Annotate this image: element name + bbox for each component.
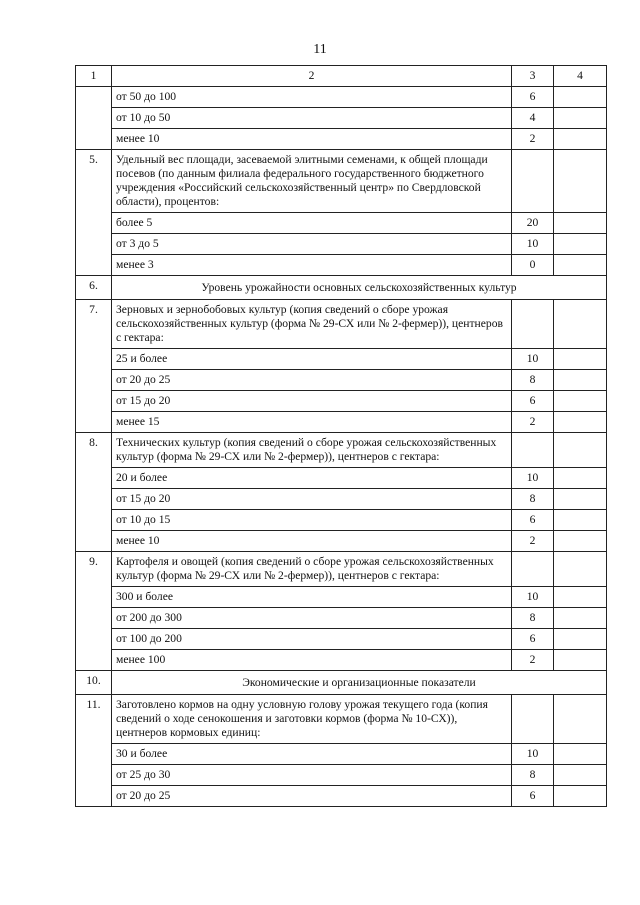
score-value: 6 <box>512 510 554 531</box>
table-row <box>76 129 607 150</box>
criterion-title-row <box>76 150 607 213</box>
table-row <box>76 349 607 370</box>
condition-text: менее 100 <box>112 650 512 671</box>
category-title: Экономические и организационные показатели <box>112 671 607 695</box>
table-row <box>76 510 607 531</box>
criterion-title-row <box>76 695 607 744</box>
empty-cell <box>554 87 607 108</box>
table-row <box>76 531 607 552</box>
row-number: 11. <box>76 695 112 807</box>
table-row <box>76 489 607 510</box>
condition-text: 20 и более <box>112 468 512 489</box>
condition-text: от 3 до 5 <box>112 234 512 255</box>
score-value: 10 <box>512 349 554 370</box>
empty-cell <box>554 108 607 129</box>
empty-cell <box>554 786 607 807</box>
score-value: 8 <box>512 489 554 510</box>
score-value: 10 <box>512 468 554 489</box>
empty-cell <box>554 412 607 433</box>
table-row <box>76 213 607 234</box>
condition-text: более 5 <box>112 213 512 234</box>
condition-text: менее 10 <box>112 531 512 552</box>
score-value: 6 <box>512 786 554 807</box>
table-row <box>76 629 607 650</box>
empty-cell <box>554 468 607 489</box>
score-value: 10 <box>512 587 554 608</box>
table-row <box>76 391 607 412</box>
table-row <box>76 412 607 433</box>
condition-text: от 10 до 15 <box>112 510 512 531</box>
score-value: 10 <box>512 744 554 765</box>
score-cell <box>512 150 554 213</box>
score-value: 10 <box>512 234 554 255</box>
column-header-2: 2 <box>112 66 512 87</box>
table-row <box>76 786 607 807</box>
score-value: 2 <box>512 129 554 150</box>
table-row <box>76 765 607 786</box>
row-number: 5. <box>76 150 112 276</box>
row-number: 9. <box>76 552 112 671</box>
condition-text: от 200 до 300 <box>112 608 512 629</box>
score-value: 8 <box>512 608 554 629</box>
empty-cell <box>554 629 607 650</box>
empty-cell <box>554 765 607 786</box>
criterion-title: Заготовлено кормов на одну условную голову урожая текущего года (копия сведений о ходе сенокошения и заготовки кормов (форма № 10-СХ)), центнеров кормовых единиц: <box>112 695 512 744</box>
empty-cell <box>554 213 607 234</box>
empty-cell <box>554 433 607 468</box>
score-value: 8 <box>512 370 554 391</box>
empty-cell <box>554 695 607 744</box>
row-number: 10. <box>76 671 112 695</box>
condition-text: от 15 до 20 <box>112 391 512 412</box>
condition-text: от 50 до 100 <box>112 87 512 108</box>
criterion-title: Зерновых и зернобобовых культур (копия сведений о сборе урожая сельскохозяйственных культур (форма № 29-СХ или № 2-фермер)), центнеров с гектара: <box>112 300 512 349</box>
score-cell <box>512 695 554 744</box>
empty-cell <box>554 391 607 412</box>
empty-cell <box>554 300 607 349</box>
table-row <box>76 587 607 608</box>
condition-text: от 15 до 20 <box>112 489 512 510</box>
empty-cell <box>554 150 607 213</box>
empty-cell <box>554 587 607 608</box>
score-cell <box>512 433 554 468</box>
condition-text: от 10 до 50 <box>112 108 512 129</box>
condition-text: от 20 до 25 <box>112 370 512 391</box>
condition-text: менее 10 <box>112 129 512 150</box>
condition-text: менее 15 <box>112 412 512 433</box>
score-value: 0 <box>512 255 554 276</box>
row-number <box>76 87 112 150</box>
score-value: 2 <box>512 650 554 671</box>
score-value: 2 <box>512 412 554 433</box>
empty-cell <box>554 255 607 276</box>
empty-cell <box>554 744 607 765</box>
condition-text: 300 и более <box>112 587 512 608</box>
condition-text: от 25 до 30 <box>112 765 512 786</box>
column-header-4: 4 <box>554 66 607 87</box>
empty-cell <box>554 650 607 671</box>
table-row <box>76 650 607 671</box>
table-row <box>76 370 607 391</box>
condition-text: 30 и более <box>112 744 512 765</box>
table-row <box>76 108 607 129</box>
score-value: 6 <box>512 629 554 650</box>
column-header-1: 1 <box>76 66 112 87</box>
page-number: 11 <box>313 42 327 57</box>
criterion-title: Удельный вес площади, засеваемой элитными семенами, к общей площади посевов (по данным филиала федерального государственного бюджетного учреждения «Российский сельскохозяйственный центр» по Свердловской области), процентов: <box>112 150 512 213</box>
empty-cell <box>554 489 607 510</box>
empty-cell <box>554 510 607 531</box>
row-number: 8. <box>76 433 112 552</box>
row-number: 7. <box>76 300 112 433</box>
row-number: 6. <box>76 276 112 300</box>
empty-cell <box>554 608 607 629</box>
condition-text: от 100 до 200 <box>112 629 512 650</box>
empty-cell <box>554 349 607 370</box>
table-row <box>76 255 607 276</box>
score-value: 20 <box>512 213 554 234</box>
criterion-title-row <box>76 433 607 468</box>
score-value: 6 <box>512 87 554 108</box>
criterion-title-row <box>76 552 607 587</box>
score-cell <box>512 552 554 587</box>
score-value: 4 <box>512 108 554 129</box>
condition-text: 25 и более <box>112 349 512 370</box>
criterion-title: Технических культур (копия сведений о сборе урожая сельскохозяйственных культур (форма № 29-СХ или № 2-фермер)), центнеров с гектара: <box>112 433 512 468</box>
table-row <box>76 744 607 765</box>
column-header-3: 3 <box>512 66 554 87</box>
score-value: 6 <box>512 391 554 412</box>
category-title: Уровень урожайности основных сельскохозяйственных культур <box>112 276 607 300</box>
condition-text: от 20 до 25 <box>112 786 512 807</box>
condition-text: менее 3 <box>112 255 512 276</box>
table-header-row <box>76 66 607 87</box>
empty-cell <box>554 234 607 255</box>
empty-cell <box>554 531 607 552</box>
criterion-title-row <box>76 300 607 349</box>
table-row <box>76 608 607 629</box>
empty-cell <box>554 552 607 587</box>
empty-cell <box>554 370 607 391</box>
score-value: 2 <box>512 531 554 552</box>
score-value: 8 <box>512 765 554 786</box>
table-row <box>76 87 607 108</box>
table-row <box>76 468 607 489</box>
score-cell <box>512 300 554 349</box>
criteria-table <box>75 65 607 807</box>
table-row <box>76 234 607 255</box>
empty-cell <box>554 129 607 150</box>
category-row <box>76 276 607 300</box>
criterion-title: Картофеля и овощей (копия сведений о сборе урожая сельскохозяйственных культур (форма № 29-СХ или № 2-фермер)), центнеров с гектара: <box>112 552 512 587</box>
category-row <box>76 671 607 695</box>
